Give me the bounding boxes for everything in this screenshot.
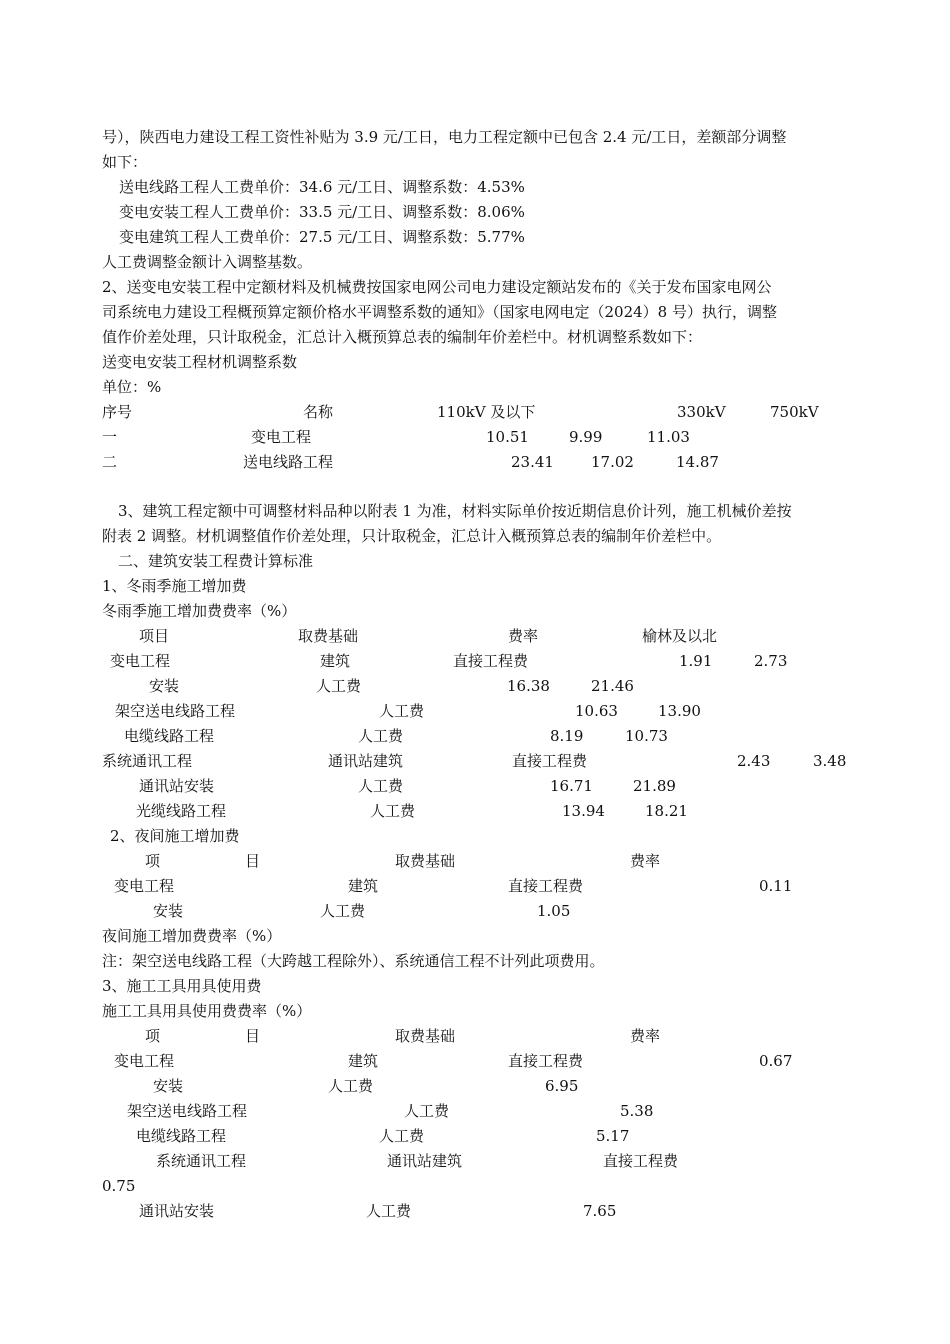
subsection-heading: 1、冬雨季施工增加费 [102,577,247,595]
table-cell: 1.91 [679,652,713,670]
table-cell: 17.02 [591,453,634,471]
table-cell: 人工费 [370,802,416,820]
table-cell: 21.89 [633,777,676,795]
table-cell: 人工费 [358,777,404,795]
subsection-heading: 3、施工工具用具使用费 [102,977,262,995]
table-header-cell: 费率 [630,1027,661,1045]
table-cell: 建筑 [348,1052,379,1070]
table-header-cell: 名称 [303,403,334,421]
table-cell: 一 [102,428,118,446]
table-cell: 送电线路工程 [243,453,334,471]
table-cell: 21.46 [591,677,634,695]
table-unit: 单位：% [102,378,162,396]
table-title: 夜间施工增加费费率（%） [102,927,282,945]
table-cell: 10.63 [575,702,618,720]
table-header-cell: 项 [145,852,161,870]
table-cell: 安装 [149,677,180,695]
table-cell: 架空送电线路工程 [127,1102,248,1120]
table-cell: 直接工程费 [603,1152,679,1170]
text-line: 送电线路工程人工费单价：34.6 元/工日、调整系数：4.53% [119,178,525,196]
table-cell: 光缆线路工程 [136,802,227,820]
table-cell: 通讯站安装 [139,1202,215,1220]
table-header-cell: 项 [145,1027,161,1045]
table-header-cell: 榆林及以北 [642,627,718,645]
section-heading: 二、建筑安装工程费计算标准 [118,552,314,570]
table-cell: 架空送电线路工程 [115,702,236,720]
text-line: 司系统电力建设工程概预算定额价格水平调整系数的通知》（国家电网电定（2024）8 号）执行，调整 [102,303,777,321]
table-header-cell: 110kV 及以下 [437,403,536,421]
table-cell: 人工费 [316,677,362,695]
table-title: 冬雨季施工增加费费率（%） [102,602,297,620]
table-title: 送变电安装工程材机调整系数 [102,353,298,371]
table-cell: 人工费 [328,1077,374,1095]
table-cell: 变电工程 [114,877,175,895]
text-line: 人工费调整金额计入调整基数。 [102,253,313,271]
table-cell: 直接工程费 [508,877,584,895]
text-line: 值作价差处理，只计取税金，汇总计入概预算总表的编制年价差栏中。材机调整系数如下： [102,328,703,346]
table-cell: 5.17 [596,1127,630,1145]
table-cell: 变电工程 [114,1052,175,1070]
table-cell: 5.38 [620,1102,654,1120]
table-cell: 0.11 [759,877,793,895]
table-header-cell: 项目 [139,627,170,645]
table-cell: 通讯站建筑 [328,752,404,770]
table-header-cell: 目 [245,852,261,870]
table-cell: 23.41 [511,453,554,471]
subsection-heading: 2、夜间施工增加费 [110,827,240,845]
table-cell: 系统通讯工程 [156,1152,247,1170]
text-line: 如下： [102,153,148,171]
table-cell: 人工费 [379,702,425,720]
table-header-cell: 750kV [770,403,819,421]
table-cell: 通讯站建筑 [387,1152,463,1170]
table-cell: 安装 [153,1077,184,1095]
table-header-cell: 费率 [630,852,661,870]
text-line: 附表 2 调整。材机调整值作价差处理，只计取税金，汇总计入概预算总表的编制年价差栏中。 [102,527,722,545]
table-cell: 直接工程费 [512,752,588,770]
note-line: 注：架空送电线路工程（大跨越工程除外）、系统通信工程不计列此项费用。 [102,952,605,970]
table-cell: 人工费 [320,902,366,920]
table-cell: 10.73 [625,727,668,745]
table-cell: 0.67 [759,1052,793,1070]
table-cell: 18.21 [645,802,688,820]
table-cell: 人工费 [404,1102,450,1120]
table-cell: 13.94 [562,802,605,820]
table-cell: 2.73 [754,652,788,670]
table-cell: 2.43 [737,752,771,770]
table-cell: 电缆线路工程 [136,1127,227,1145]
table-cell: 通讯站安装 [139,777,215,795]
table-cell: 建筑 [320,652,351,670]
table-header-cell: 目 [245,1027,261,1045]
table-cell: 3.48 [813,752,847,770]
text-line: 号），陕西电力建设工程工资性补贴为 3.9 元/工日，电力工程定额中已包含 2.4 元/工日，差额部分调整 [102,128,787,146]
table-cell: 16.38 [507,677,550,695]
table-cell: 0.75 [102,1177,136,1195]
table-cell: 1.05 [537,902,571,920]
table-cell: 6.95 [545,1077,579,1095]
table-header-cell: 费率 [508,627,539,645]
table-cell: 变电工程 [110,652,171,670]
text-line: 3、建筑工程定额中可调整材料品种以附表 1 为准，材料实际单价按近期信息价计列，施工机械价差按 [118,502,792,520]
table-cell: 13.90 [658,702,701,720]
table-header-cell: 序号 [102,403,133,421]
table-header-cell: 取费基础 [395,1027,456,1045]
text-line: 变电建筑工程人工费单价：27.5 元/工日、调整系数：5.77% [119,228,525,246]
table-cell: 人工费 [366,1202,412,1220]
table-cell: 16.71 [550,777,593,795]
table-header-cell: 330kV [677,403,726,421]
table-cell: 建筑 [348,877,379,895]
text-line: 变电安装工程人工费单价：33.5 元/工日、调整系数：8.06% [119,203,525,221]
table-title: 施工工具用具使用费费率（%） [102,1002,312,1020]
table-cell: 人工费 [379,1127,425,1145]
table-header-cell: 取费基础 [395,852,456,870]
table-cell: 9.99 [569,428,603,446]
text-line: 2、送变电安装工程中定额材料及机械费按国家电网公司电力建设定额站发布的《关于发布国家电网公 [102,278,772,296]
table-cell: 直接工程费 [453,652,529,670]
table-cell: 10.51 [486,428,529,446]
table-cell: 直接工程费 [508,1052,584,1070]
table-cell: 11.03 [647,428,690,446]
table-cell: 人工费 [358,727,404,745]
table-cell: 变电工程 [251,428,312,446]
table-cell: 电缆线路工程 [124,727,215,745]
table-cell: 安装 [153,902,184,920]
table-cell: 系统通讯工程 [102,752,193,770]
table-header-cell: 取费基础 [298,627,359,645]
table-cell: 7.65 [583,1202,617,1220]
table-cell: 14.87 [676,453,719,471]
table-cell: 8.19 [550,727,584,745]
table-cell: 二 [102,453,118,471]
